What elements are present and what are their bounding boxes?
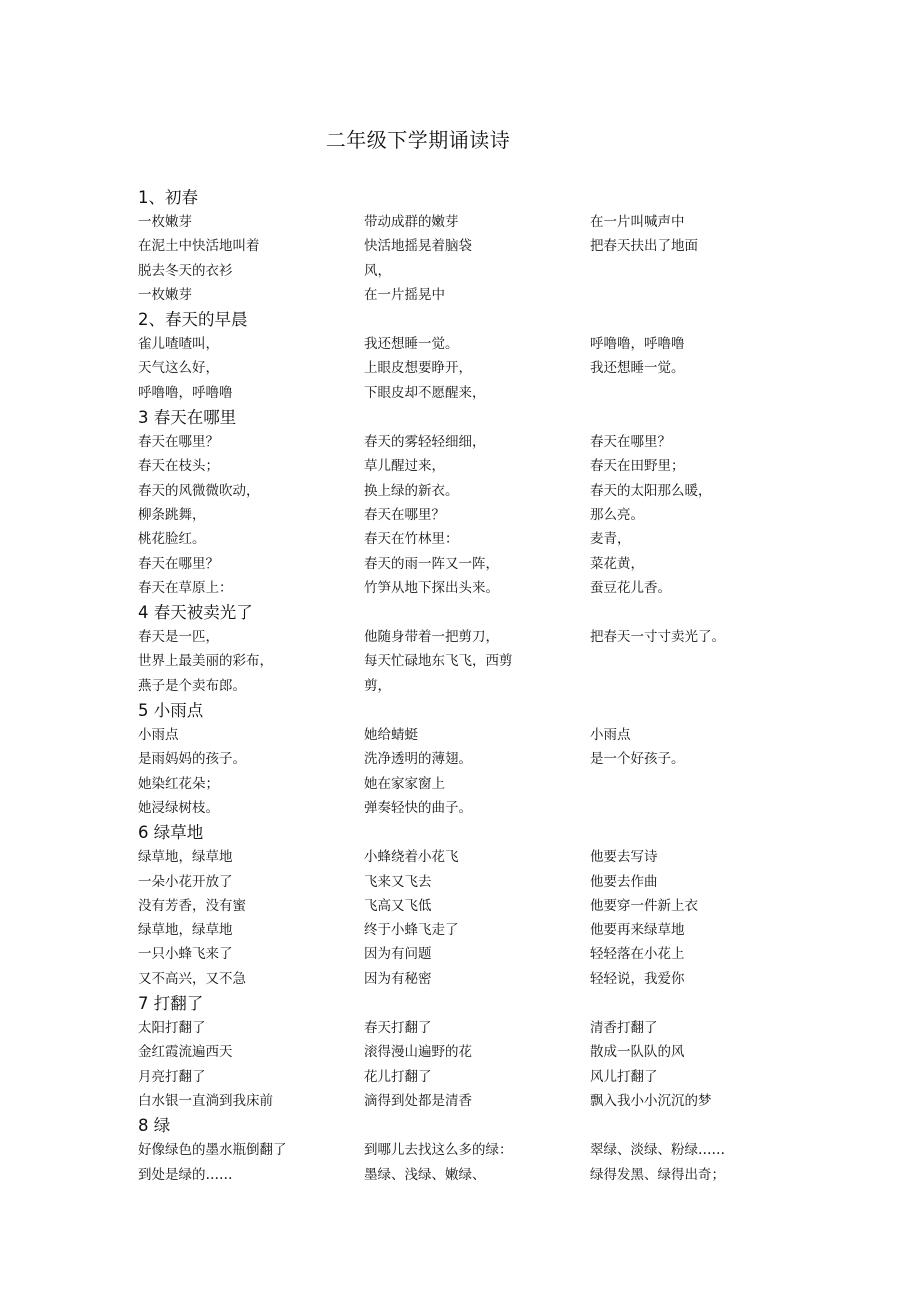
- poem-line: 因为有秘密: [364, 970, 432, 987]
- poem-line: 绿草地，绿草地: [138, 922, 233, 939]
- poem-section: [138, 1113, 778, 1187]
- poem-lines: [138, 430, 778, 600]
- poem-line: 一只小蜂飞来了: [138, 946, 233, 963]
- poem-line: 草儿醒过来，: [364, 458, 445, 475]
- poem-line: 绿草地，绿草地: [138, 849, 233, 866]
- poem-title: 4 春天被卖光了: [138, 603, 253, 623]
- poem-title: 6 绿草地: [138, 823, 204, 843]
- poem-line: 剪，: [364, 677, 391, 694]
- poem-line: 柳条跳舞，: [138, 506, 206, 523]
- poem-line: 桃花脸红。: [138, 531, 206, 548]
- poem-line: 她浸绿树枝。: [138, 799, 219, 816]
- poem-line: 一朵小花开放了: [138, 873, 233, 890]
- poem-line: 把春天扶出了地面: [590, 238, 698, 255]
- poem-line: 轻轻说，我爱你: [590, 970, 685, 987]
- poem-line: 春天在哪里？: [138, 555, 219, 572]
- poem-line: 春天在田野里；: [590, 458, 685, 475]
- poem-line: 洗净透明的薄翅。: [364, 751, 472, 768]
- poem-section: [138, 600, 778, 698]
- poem-line: 到处是绿的……: [138, 1166, 233, 1183]
- poem-line: 天气这么好，: [138, 360, 219, 377]
- poem-line: 下眼皮却不愿醒来，: [364, 384, 486, 401]
- poem-section: [138, 698, 778, 820]
- poem-line: 滴得到处都是清香: [364, 1092, 472, 1109]
- poem-line: 他要去写诗: [590, 849, 658, 866]
- poem-list: [138, 186, 778, 1187]
- poem-line: 清香打翻了: [590, 1020, 658, 1037]
- poem-section: [138, 991, 778, 1113]
- poem-line: 散成一队队的风: [590, 1044, 685, 1061]
- poem-line: 麦青，: [590, 531, 631, 548]
- poem-line: 她给蜻蜓: [364, 727, 418, 744]
- poem-title: 3 春天在哪里: [138, 408, 237, 428]
- poem-line: [590, 381, 778, 405]
- poem-line: 风儿打翻了: [590, 1068, 658, 1085]
- poem-line: 是一个好孩子。: [590, 751, 685, 768]
- poem-line: 飘入我小小沉沉的梦: [590, 1092, 712, 1109]
- poem-line: 春天在哪里？: [138, 434, 219, 451]
- poem-line: 是雨妈妈的孩子。: [138, 751, 246, 768]
- poem-line: 一枚嫩芽: [138, 286, 192, 303]
- poem-line: 快活地摇晃着脑袋: [364, 238, 472, 255]
- poem-line: 小雨点: [138, 727, 179, 744]
- poem-lines: [138, 210, 778, 307]
- poem-line: [590, 674, 778, 698]
- poem-line: 飞来又飞去: [364, 873, 432, 890]
- poem-line: 我还想睡一觉。: [364, 336, 459, 353]
- poem-lines: [138, 1138, 778, 1187]
- poem-line: 好像绿色的墨水瓶倒翻了: [138, 1142, 287, 1159]
- poem-line: 我还想睡一觉。: [590, 360, 685, 377]
- poem-section: [138, 307, 778, 405]
- poem-line: 雀儿喳喳叫，: [138, 336, 219, 353]
- poem-line: 绿得发黑、绿得出奇；: [590, 1166, 725, 1183]
- poem-line: 上眼皮想要睁开，: [364, 360, 472, 377]
- poem-section: [138, 405, 778, 600]
- poem-line: 没有芳香，没有蜜: [138, 897, 246, 914]
- poem-line: 每天忙碌地东飞飞，西剪: [364, 653, 513, 670]
- poem-lines: [138, 332, 778, 405]
- poem-line: 小蜂绕着小花飞: [364, 849, 459, 866]
- poem-line: 脱去冬天的衣衫: [138, 262, 233, 279]
- poem-line: 春天在草原上：: [138, 579, 233, 596]
- poem-title: 7 打翻了: [138, 994, 204, 1014]
- poem-line: 蚕豆花儿香。: [590, 579, 671, 596]
- poem-line: [590, 772, 778, 796]
- poem-line: 金红霞流遍西天: [138, 1044, 233, 1061]
- poem-line: [590, 259, 778, 283]
- poem-line: [590, 796, 778, 820]
- poem-line: 他随身带着一把剪刀，: [364, 629, 499, 646]
- poem-line: 轻轻落在小花上: [590, 946, 685, 963]
- poem-line: 春天是一匹，: [138, 629, 219, 646]
- poem-line: 在泥土中快活地叫着: [138, 238, 260, 255]
- poem-line: 飞高又飞低: [364, 897, 432, 914]
- poem-line: 春天的太阳那么暖，: [590, 482, 712, 499]
- poem-title: 8 绿: [138, 1116, 171, 1136]
- poem-line: 滚得漫山遍野的花: [364, 1044, 472, 1061]
- poem-lines: [138, 723, 778, 820]
- poem-lines: [138, 625, 778, 698]
- poem-line: 春天的雨一阵又一阵，: [364, 555, 499, 572]
- poem-line: 春天在枝头；: [138, 458, 219, 475]
- poem-line: 在一片摇晃中: [364, 286, 445, 303]
- poem-line: 菜花黄，: [590, 555, 644, 572]
- poem-line: 春天的风微微吹动，: [138, 482, 260, 499]
- poem-line: 墨绿、浅绿、嫩绿、: [364, 1166, 486, 1183]
- poem-line: 带动成群的嫩芽: [364, 214, 459, 230]
- poem-line: 春天在哪里？: [364, 506, 445, 523]
- poem-line: 春天在哪里？: [590, 434, 671, 451]
- poem-line: 世界上最美丽的彩布，: [138, 653, 273, 670]
- poem-line: 春天打翻了: [364, 1020, 432, 1037]
- poem-line: 风，: [364, 262, 391, 279]
- poem-line: 她染红花朵；: [138, 775, 219, 792]
- poem-line: 他要穿一件新上衣: [590, 897, 698, 914]
- poem-line: 他要去作曲: [590, 873, 658, 890]
- poem-title: 1、初春: [138, 188, 198, 207]
- poem-line: 因为有问题: [364, 946, 432, 963]
- poem-line: 月亮打翻了: [138, 1068, 206, 1085]
- poem-line: 花儿打翻了: [364, 1068, 432, 1085]
- poem-line: [590, 649, 778, 673]
- poem-line: 在一片叫喊声中: [590, 214, 685, 230]
- poem-line: 翠绿、淡绿、粉绿……: [590, 1142, 725, 1159]
- poem-line: 到哪儿去找这么多的绿：: [364, 1142, 513, 1159]
- document-title: 二年级下学期诵读诗: [325, 128, 511, 152]
- poem-line: 换上绿的新衣。: [364, 482, 459, 499]
- poem-lines: [138, 1016, 778, 1113]
- poem-title: 5 小雨点: [138, 701, 204, 721]
- poem-line: 燕子是个卖布郎。: [138, 677, 246, 694]
- poem-line: 一枚嫩芽: [138, 214, 192, 230]
- poem-line: 弹奏轻快的曲子。: [364, 799, 472, 816]
- poem-line: 白水银一直淌到我床前: [138, 1092, 273, 1109]
- poem-line: 他要再来绿草地: [590, 922, 685, 939]
- poem-line: 呼噜噜，呼噜噜: [590, 336, 685, 353]
- poem-line: 小雨点: [590, 727, 631, 744]
- poem-line: 又不高兴，又不急: [138, 970, 246, 987]
- poem-title: 2、春天的早晨: [138, 310, 248, 330]
- poem-line: 竹笋从地下探出头来。: [364, 579, 499, 596]
- poem-line: 春天的雾轻轻细细，: [364, 434, 486, 451]
- poem-line: 呼噜噜，呼噜噜: [138, 384, 233, 401]
- poem-line: 太阳打翻了: [138, 1020, 206, 1037]
- poem-line: 那么亮。: [590, 506, 644, 523]
- poem-line: 终于小蜂飞走了: [364, 922, 459, 939]
- poem-line: 春天在竹林里：: [364, 531, 459, 548]
- poem-line: 她在家家窗上: [364, 775, 445, 792]
- poem-line: [590, 283, 778, 307]
- poem-lines: [138, 845, 778, 991]
- poem-section: [138, 820, 778, 991]
- poem-line: 把春天一寸寸卖光了。: [590, 629, 725, 646]
- poem-section: [138, 186, 778, 307]
